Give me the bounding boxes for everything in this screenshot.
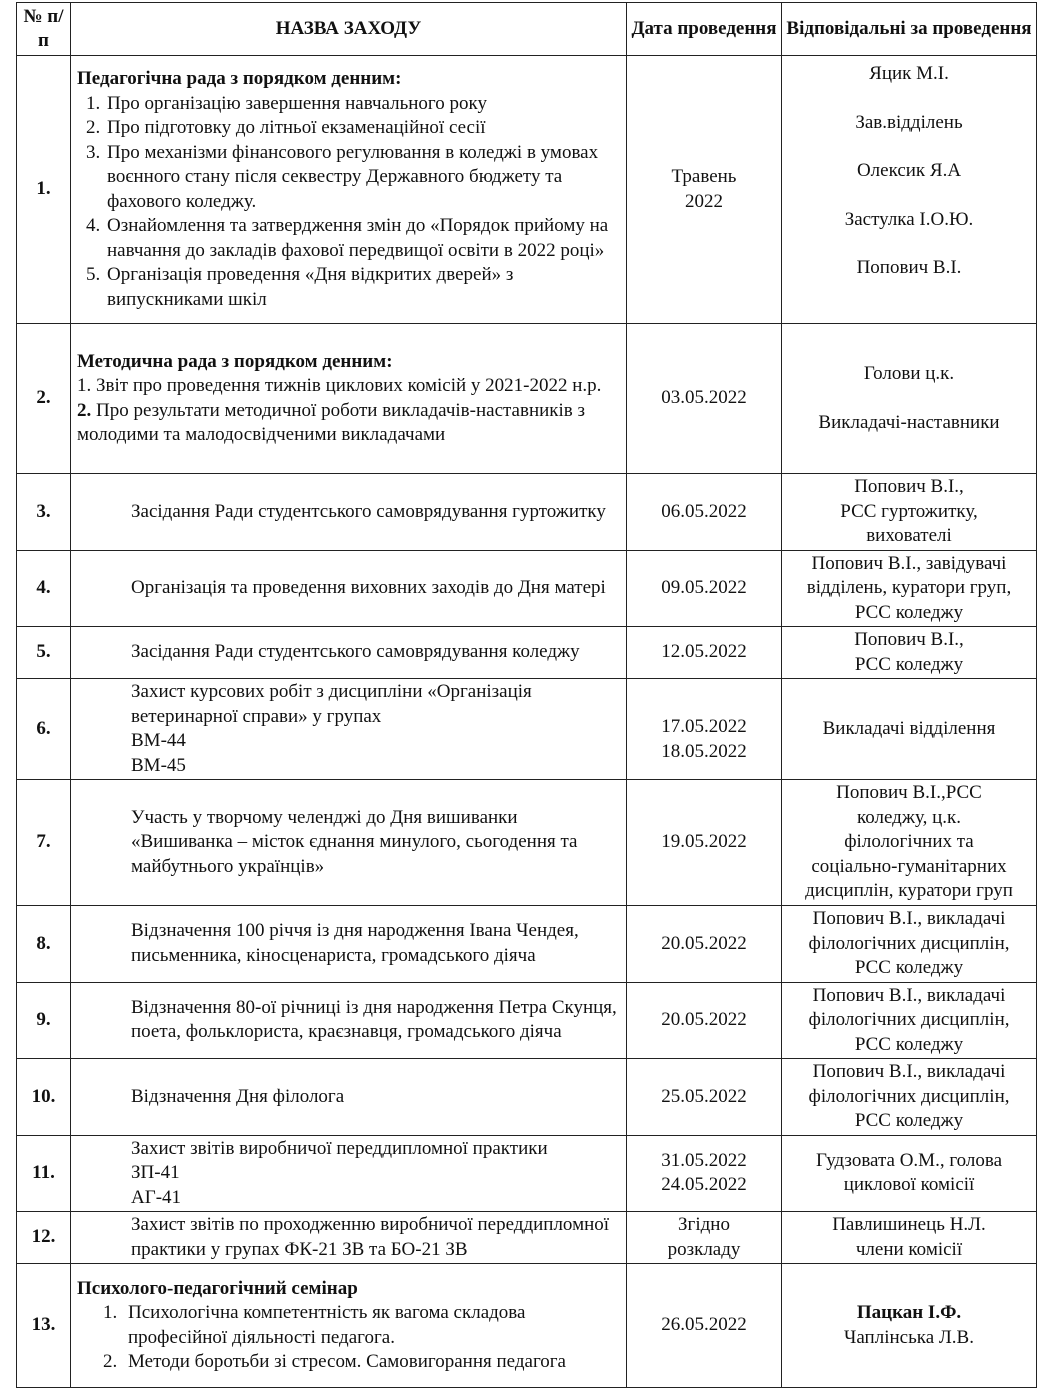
row-number: 10.	[17, 1059, 71, 1136]
agenda-item-text: Про результати методичної роботи викладачів-наставників з молодими та малодосвідченими викладачами	[77, 399, 586, 445]
agenda-item: 1. Звіт про проведення тижнів циклових комісій у 2021-2022 н.р.	[77, 375, 602, 396]
row-number: 7.	[17, 780, 71, 906]
event-text: Захист звітів по проходженню виробничої переддипломної практики у групах ФК-21 ЗВ та БО-21 ЗВ	[71, 1212, 627, 1264]
event-cell	[71, 679, 627, 780]
event-text: Відзначення 100 річчя із дня народження Івана Чендея, письменника, кіносценариста, громадського діяча	[71, 906, 627, 983]
agenda-item	[77, 399, 620, 448]
resp-text: Попович В.І., викладачі	[812, 1061, 1006, 1082]
resp-text: Викладачі-наставники	[818, 411, 1000, 433]
date-cell: 25.05.2022	[627, 1059, 782, 1136]
resp-text: Зав.відділень	[855, 111, 963, 133]
event-cell	[71, 780, 627, 906]
row-number: 9.	[17, 982, 71, 1059]
table-row	[17, 1212, 1037, 1264]
resp-text: Викладачі відділення	[822, 717, 996, 739]
date-cell	[627, 1212, 782, 1264]
list-item: 2. Про підготовку до літньої екзаменаційної сесії	[105, 116, 620, 141]
events-table	[16, 2, 1037, 1388]
list-item: 1. Психологічна компетентність як вагома складова професійної діяльності педагога.	[122, 1301, 620, 1350]
resp-cell	[782, 780, 1037, 906]
date-text: 2022	[685, 190, 723, 212]
date-text: 18.05.2022	[661, 740, 747, 762]
date-cell: 19.05.2022	[627, 780, 782, 906]
date-cell: 09.05.2022	[627, 550, 782, 627]
table-row	[17, 1264, 1037, 1388]
row-number: 6.	[17, 679, 71, 780]
date-text: Травень	[671, 166, 737, 187]
resp-text: Чаплінська Л.В.	[844, 1326, 974, 1348]
agenda-list	[77, 92, 620, 313]
event-text: Засідання Ради студентського самоврядування гуртожитку	[71, 474, 627, 551]
resp-text: Олексик Я.А	[856, 160, 962, 181]
date-cell	[627, 56, 782, 324]
date-cell: 20.05.2022	[627, 982, 782, 1059]
date-cell: 26.05.2022	[627, 1264, 782, 1388]
event-text: Організація та проведення виховних заходів до Дня матері	[71, 550, 627, 627]
resp-cell	[782, 56, 1037, 324]
header-resp: Відповідальні за проведення	[782, 3, 1037, 56]
date-cell: 03.05.2022	[627, 324, 782, 474]
group-code: ВМ-44	[131, 730, 186, 751]
resp-text: коледжу, ц.к.	[857, 806, 961, 828]
row-number: 13.	[17, 1264, 71, 1388]
table-row	[17, 780, 1037, 906]
header-num: № п/п	[17, 3, 71, 56]
resp-text: Попович В.І.,	[854, 476, 964, 497]
table-row	[17, 550, 1037, 627]
resp-text: філологічних дисциплін,	[808, 932, 1010, 954]
resp-text: Попович В.І.,РСС	[836, 782, 982, 804]
table-row	[17, 56, 1037, 324]
date-cell	[627, 679, 782, 780]
resp-text: Попович В.І., викладачі	[812, 984, 1006, 1006]
resp-text: вихователі	[866, 525, 952, 546]
resp-text: Гудзовата О.М., голова	[815, 1149, 1003, 1171]
resp-text: РСС коледжу	[854, 601, 964, 623]
table-row	[17, 906, 1037, 983]
date-cell	[627, 1135, 782, 1212]
resp-text: соціально-гуманітарних	[811, 855, 1007, 877]
resp-cell	[782, 1212, 1037, 1264]
resp-cell	[782, 324, 1037, 474]
date-cell: 06.05.2022	[627, 474, 782, 551]
row-number: 3.	[17, 474, 71, 551]
resp-cell	[782, 627, 1037, 679]
row-number: 4.	[17, 550, 71, 627]
group-code: ВМ-45	[131, 754, 186, 776]
event-title: Психолого-педагогічний семінар	[77, 1277, 358, 1299]
event-cell	[71, 56, 627, 324]
event-text: Захист звітів виробничої переддипломної практики	[131, 1137, 548, 1159]
table-row	[17, 982, 1037, 1059]
table-row	[17, 679, 1037, 780]
list-item: 4. Ознайомлення та затвердження змін до «Порядок прийому на навчання до закладів фахової передвищої освіти в 2022 році»	[105, 214, 620, 263]
list-item: 1. Про організацію завершення навчального року	[105, 92, 620, 117]
date-cell: 20.05.2022	[627, 906, 782, 983]
table-row	[17, 627, 1037, 679]
event-text: Участь у творчому челенджі до Дня вишиванки	[131, 806, 518, 828]
event-title: Методична рада з порядком денним:	[77, 350, 393, 372]
event-text: Засідання Ради студентського самоврядування коледжу	[71, 627, 627, 679]
resp-cell	[782, 474, 1037, 551]
list-item: 2. Методи боротьби зі стресом. Самовигорання педагога	[122, 1350, 620, 1375]
event-text: Відзначення 80-ої річниці із дня народження Петра Скунця, поета, фольклориста, краєзнавця, громадського діяча	[71, 982, 627, 1059]
event-cell	[71, 1135, 627, 1212]
row-number: 12.	[17, 1212, 71, 1264]
resp-text: філологічних та	[844, 831, 974, 853]
resp-text: Голови ц.к.	[863, 363, 955, 384]
resp-text: Попович В.І.	[856, 257, 962, 278]
resp-text: філологічних дисциплін,	[808, 1085, 1010, 1107]
resp-text: члени комісії	[855, 1238, 963, 1260]
table-row	[17, 324, 1037, 474]
event-text: Захист курсових робіт з дисципліни «Організація ветеринарної справи» у групах	[131, 681, 532, 727]
resp-text: Попович В.І., викладачі	[812, 908, 1006, 929]
date-text: Згідно	[678, 1214, 730, 1235]
list-item: 3. Про механізми фінансового регулювання в коледжі в умовах воєнного стану після секвестру Державного бюджету та фахового коледжу.	[105, 141, 620, 215]
event-cell	[71, 324, 627, 474]
table-header-row	[17, 3, 1037, 56]
agenda-list	[77, 1301, 620, 1375]
resp-text: Застулка І.О.Ю.	[844, 208, 974, 230]
resp-cell	[782, 982, 1037, 1059]
resp-cell	[782, 550, 1037, 627]
resp-text: циклової комісії	[843, 1174, 975, 1196]
group-code: АГ-41	[131, 1186, 182, 1208]
event-cell	[71, 1264, 627, 1388]
date-text: розкладу	[667, 1238, 741, 1260]
resp-cell	[782, 1264, 1037, 1388]
event-text: «Вишиванка – місток єднання минулого, сьогодення та майбутнього українців»	[131, 831, 578, 877]
header-date: Дата проведення	[627, 3, 782, 56]
resp-text: дисциплін, куратори груп	[805, 880, 1013, 902]
resp-text: РСС гуртожитку,	[840, 500, 978, 522]
header-name: НАЗВА ЗАХОДУ	[71, 3, 627, 56]
resp-cell	[782, 679, 1037, 780]
resp-text: відділень, куратори груп,	[806, 577, 1012, 598]
plan-page	[16, 2, 1036, 1388]
row-number: 1.	[17, 56, 71, 324]
group-code: ЗП-41	[131, 1162, 180, 1183]
resp-text: РСС коледжу	[854, 957, 964, 978]
resp-text: Яцик М.І.	[869, 63, 949, 84]
table-row	[17, 1135, 1037, 1212]
resp-text: РСС коледжу	[854, 1033, 964, 1055]
table-row	[17, 1059, 1037, 1136]
resp-text-lead: Пацкан І.Ф.	[856, 1302, 962, 1323]
date-text: 24.05.2022	[661, 1174, 747, 1196]
resp-cell	[782, 1059, 1037, 1136]
resp-text: Попович В.І.,	[854, 629, 964, 650]
resp-text: РСС коледжу	[854, 1110, 964, 1131]
resp-cell	[782, 906, 1037, 983]
row-number: 2.	[17, 324, 71, 474]
list-item: 5. Організація проведення «Дня відкритих дверей» з випускниками шкіл	[105, 263, 620, 312]
row-number: 8.	[17, 906, 71, 983]
event-title: Педагогічна рада з порядком денним:	[77, 68, 402, 89]
agenda-item-number: 2.	[77, 399, 92, 421]
event-text: Відзначення Дня філолога	[71, 1059, 627, 1136]
resp-text: РСС коледжу	[854, 653, 964, 675]
table-row	[17, 474, 1037, 551]
row-number: 5.	[17, 627, 71, 679]
resp-text: Попович В.І., завідувачі	[811, 552, 1007, 574]
date-text: 31.05.2022	[661, 1149, 747, 1171]
date-cell: 12.05.2022	[627, 627, 782, 679]
date-text: 17.05.2022	[661, 716, 747, 737]
resp-text: Павлишинець Н.Л.	[832, 1214, 986, 1235]
resp-text: філологічних дисциплін,	[808, 1009, 1010, 1030]
row-number: 11.	[17, 1135, 71, 1212]
resp-cell	[782, 1135, 1037, 1212]
